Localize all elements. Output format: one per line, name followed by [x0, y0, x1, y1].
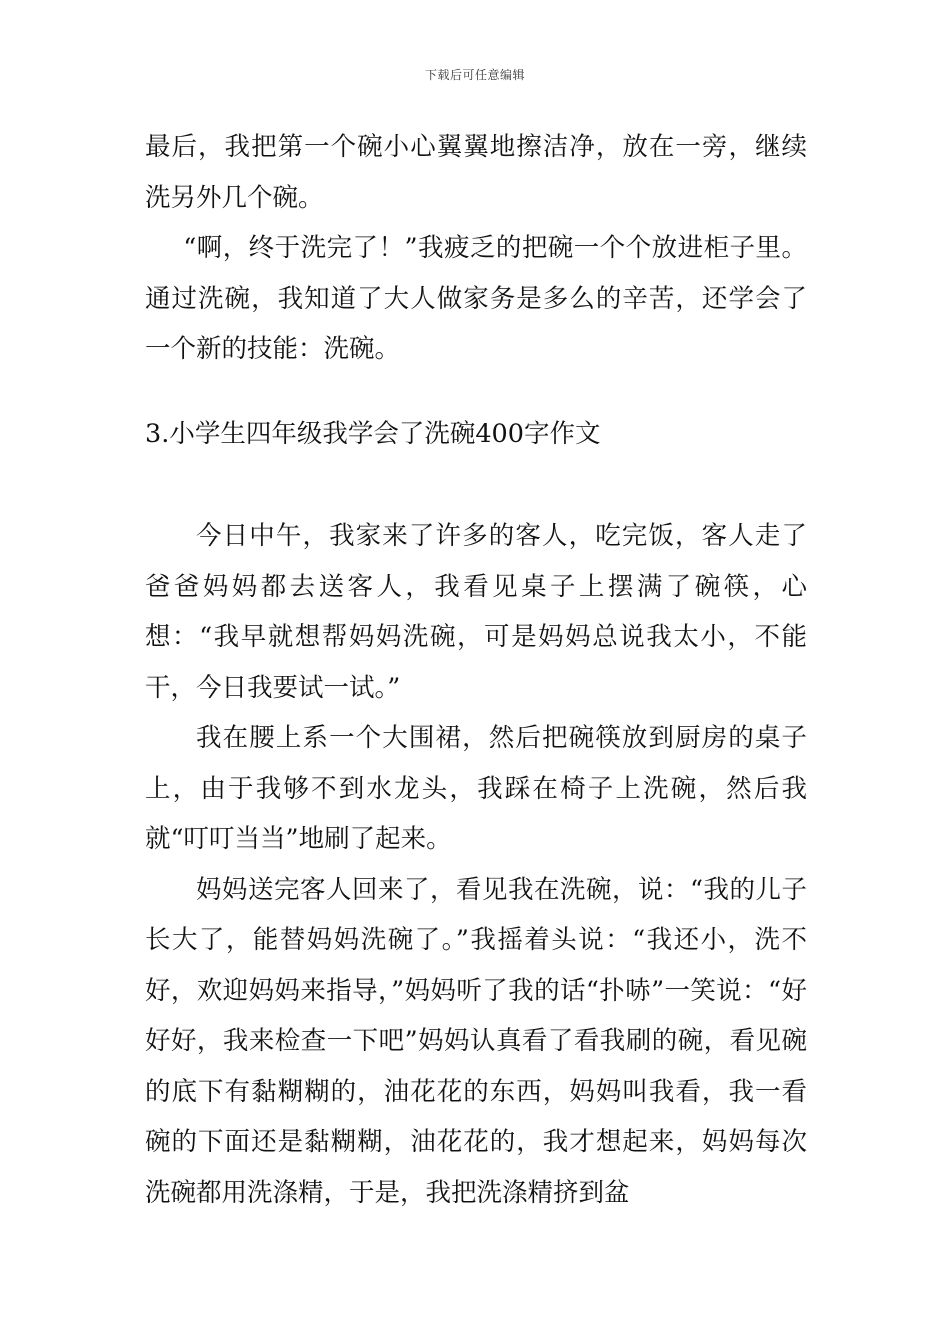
paragraph-ending: 最后，我把第一个碗小心翼翼地擦洁净，放在一旁，继续洗另外几个碗。: [145, 132, 807, 213]
paragraph-mother-returns: 妈妈送完客人回来了，看见我在洗碗，说：“我的儿子长大了，能替妈妈洗碗了。”我摇着头说：“我还小，洗不好，欢迎妈妈来指导，”妈妈听了我的话“扑哧”一笑说：“好好好，我来检查一下吧”妈妈认真看了看我刷的碗，看见碗的底下有黏糊糊的，油花花的东西，妈妈叫我看，我一看碗的下面还是黏糊糊，油花花的，我才想起来，妈妈每次洗碗都用洗涤精，于是，我把洗涤精挤到盆: [145, 874, 807, 1208]
section-gap: [145, 459, 807, 511]
paragraph-finish-quote: “啊，终于洗完了！”我疲乏的把碗一个个放进柜子里。通过洗碗，我知道了大人做家务是多么的辛苦，还学会了一个新的技能：洗碗。: [145, 233, 807, 364]
section-heading: 3.小学生四年级我学会了洗碗400字作文: [145, 418, 601, 449]
document-body: [145, 122, 807, 1218]
page-header: 下载后可任意编辑: [424, 68, 525, 82]
paragraph-washing: 我在腰上系一个大围裙，然后把碗筷放到厨房的桌子上，由于我够不到水龙头，我踩在椅子上洗碗，然后我就“叮叮当当”地刷了起来。: [145, 723, 807, 854]
paragraph-intro: 今日中午，我家来了许多的客人，吃完饭，客人走了爸爸妈妈都去送客人，我看见桌子上摆满了碗筷，心想：“我早就想帮妈妈洗碗，可是妈妈总说我太小，不能干，今日我要试一试。”: [145, 521, 807, 703]
